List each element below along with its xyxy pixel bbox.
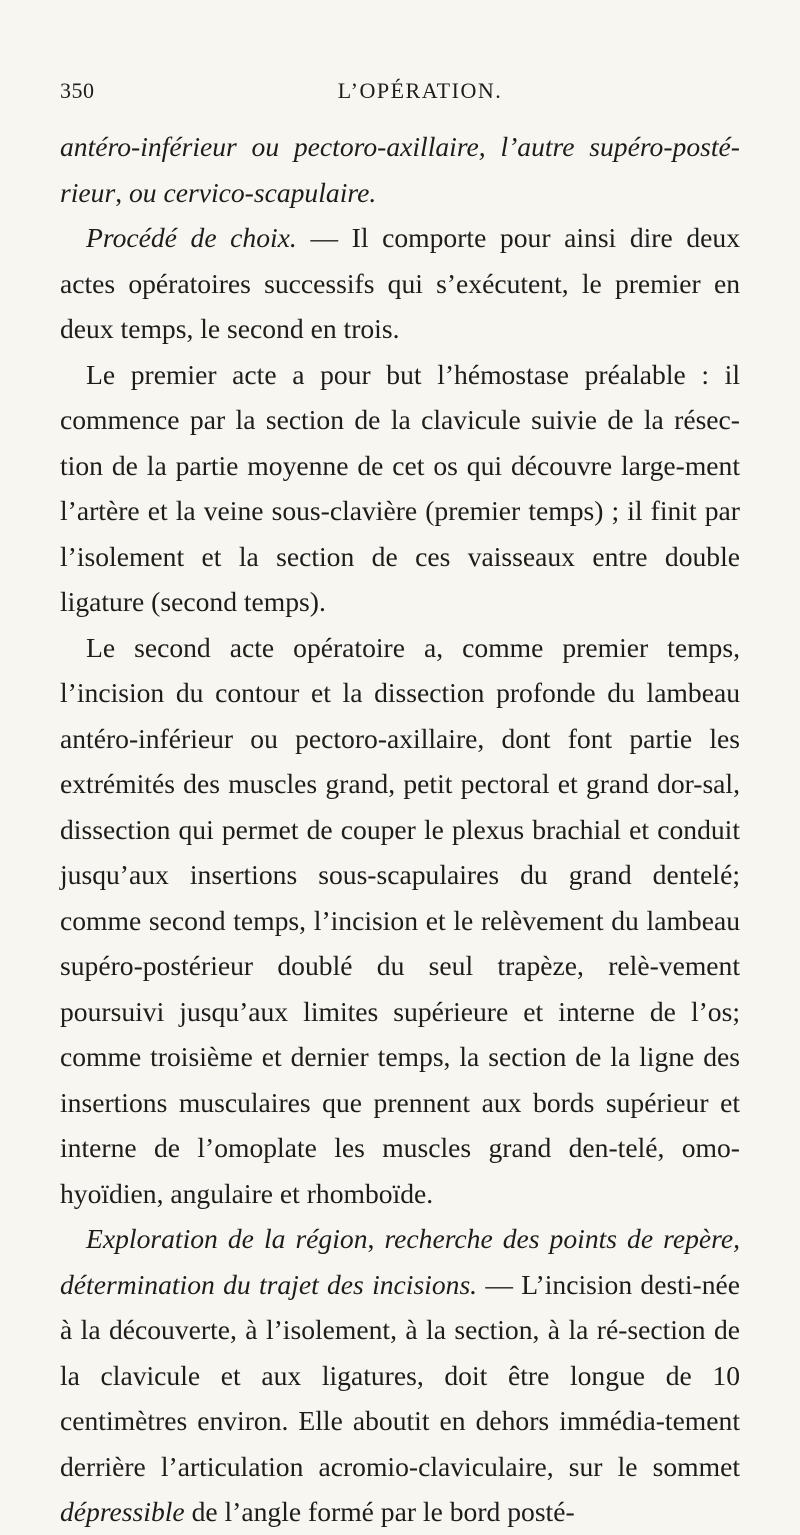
- text-run: ou: [251, 131, 280, 162]
- text-run: — Il comporte pour ainsi dire deux actes opératoires successifs qui s’exécutent, le premier en deux temps, le second en trois.: [60, 222, 740, 344]
- paragraph-premier-acte: [60, 352, 740, 625]
- paragraph-continuation: [60, 124, 740, 215]
- paragraph-procede-de-choix: [60, 215, 740, 352]
- text-run: ,: [115, 176, 129, 208]
- text-run: [237, 131, 252, 162]
- text-run: ou cervico-scapulaire.: [128, 176, 377, 208]
- text-run: Le premier acte a pour but l’hémostase préalable : il commence par la section de la clavicule suivie de la résec-tion de la partie moyenne de cet os qui découvre large-ment l’artère et la veine sous-clavière (premier temps) ; il finit par l’isolement et la section de ces vaisseaux entre double ligature (second temps).: [60, 358, 740, 617]
- page-number: 350: [60, 78, 95, 103]
- running-head: [60, 78, 740, 112]
- text-run: antéro-inférieur: [60, 131, 237, 162]
- text-run: recherche des points de repère, détermination du trajet des incisions.: [60, 1223, 740, 1300]
- text-run: Exploration de la région: [86, 1223, 368, 1254]
- text-run: Le second acte opératoire a, comme premier temps, l’incision du contour et la dissection profonde du lambeau antéro-inférieur ou pectoro-axillaire, dont font partie les extrémités des muscles grand, petit pectoral et grand dor-sal, dissection qui permet de couper le plexus brachial et conduit jusqu’aux insertions sous-scapulaires du grand dentelé; comme second temps, l’incision et le relèvement du lambeau supéro-postérieur doublé du seul trapèze, relè-vement poursuivi jusqu’aux limites supérieure et interne de l’os; comme troisième et dernier temps, la section de la ligne des insertions musculaires que prennent aux bords supérieur et interne de l’omoplate les muscles grand den-telé, omo-hyoïdien, angulaire et rhomboïde.: [60, 631, 740, 1209]
- body-text: [60, 124, 740, 1535]
- running-title: L’OPÉRATION.: [337, 78, 503, 103]
- text-run: — L’incision desti-née à la découverte, à l’isolement, à la section, à la ré-section de la clavicule et aux ligatures, doit être longue de 10 centimètres environ. Elle aboutit en dehors immédia-tement derrière l’articulation acromio-claviculaire, sur le sommet: [60, 1268, 740, 1482]
- text-run: de l’angle formé par le bord posté-: [184, 1496, 575, 1527]
- text-run: Procédé de choix.: [86, 222, 297, 253]
- text-run: pectoro-axillaire, l’autre supéro-posté-rieur: [60, 131, 740, 208]
- text-run: ,: [367, 1223, 385, 1254]
- text-run: dépressible: [60, 1496, 185, 1527]
- text-run: [279, 131, 294, 162]
- paragraph-second-acte: [60, 625, 740, 1217]
- paragraph-exploration: [60, 1216, 740, 1535]
